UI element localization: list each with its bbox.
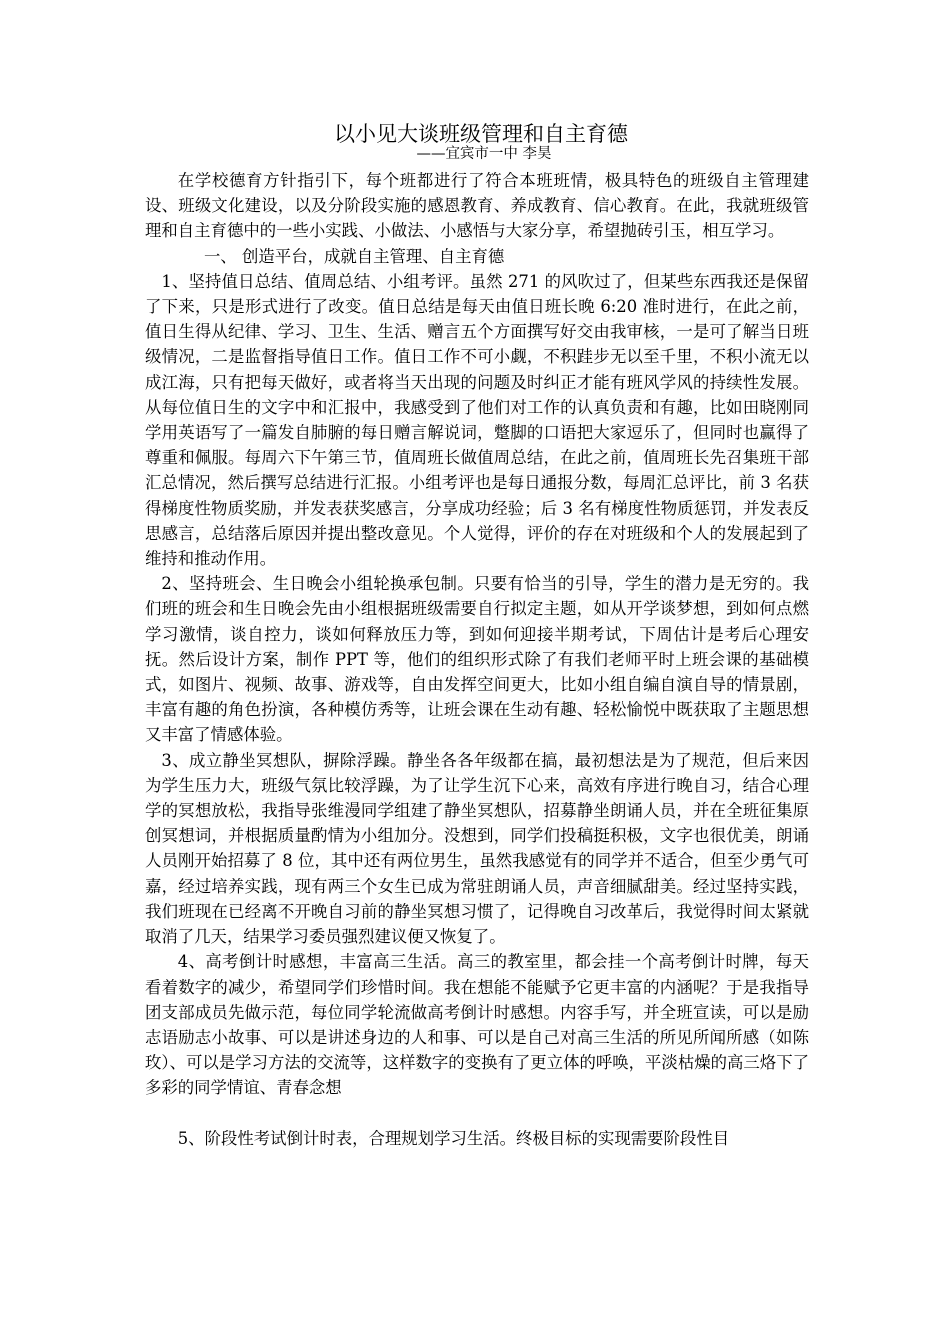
item-paragraph-1: 1、坚持值日总结、值周总结、小组考评。虽然 271 的风吹过了，但某些东西我还是保留了下来，只是形式进行了改变。值日总结是每天由值日班长晚 6:20 准时进行，在此之前，值日生得从纪律、学习、卫生、生活、赠言五个方面撰写好交由我审核，一是可了解当日班级情况，二是监督指导值日工作。值日工作不可小觑，不积跬步无以至千里，不积小流无以成江海，只有把每天做好，或者将当天出现的问题及时纠正才能有班风学风的持续性发展。从每位值日生的文字中和汇报中，我感受到了他们对工作的认真负责和有趣，比如田晓刚同学用英语写了一篇发自肺腑的每日赠言解说词，蹩脚的口语把大家逗乐了，但同时也赢得了尊重和佩服。每周六下午第三节，值周班长做值周总结，在此之前，值周班长先召集班干部汇总情况，然后撰写总结进行汇报。小组考评也是每日通报分数，每周汇总评比，前 3 名获得梯度性物质奖励，并发表获奖感言，分享成功经验；后 3 名有梯度性物质惩罚，并发表反思感言，总结落后原因并提出整改意见。个人觉得，评价的存在对班级和个人的发展起到了维持和推动作用。	[145, 271, 809, 569]
intro-paragraph: 在学校德育方针指引下，每个班都进行了符合本班班情，极具特色的班级自主管理建设、班级文化建设，以及分阶段实施的感恩教育、养成教育、信心教育。在此，我就班级管理和自主育德中的一些小实践、小做法、小感悟与大家分享，希望抛砖引玉，相互学习。	[145, 171, 809, 241]
document-title: 以小见大谈班级管理和自主育德	[334, 122, 628, 146]
item-paragraph-3: 3、成立静坐冥想队，摒除浮躁。静坐各各年级都在搞，最初想法是为了规范，但后来因为学生压力大，班级气氛比较浮躁，为了让学生沉下心来，高效有序进行晚自习，结合心理学的冥想放松，我指导张维漫同学组建了静坐冥想队，招募静坐朗诵人员，并在全班征集原创冥想词，并根据质量酌情为小组加分。没想到，同学们投稿挺积极，文字也很优美，朗诵人员刚开始招募了 8 位，其中还有两位男生，虽然我感觉有的同学并不适合，但至少勇气可嘉，经过培养实践，现有两三个女生已成为常驻朗诵人员，声音细腻甜美。经过坚持实践，我们班现在已经离不开晚自习前的静坐冥想习惯了，记得晚自习改革后，我觉得时间太紧就取消了几天，结果学习委员强烈建议便又恢复了。	[145, 750, 809, 947]
item-paragraph-2: 2、坚持班会、生日晚会小组轮换承包制。只要有恰当的引导，学生的潜力是无穷的。我们班的班会和生日晚会先由小组根据班级需要自行拟定主题，如从开学谈梦想，到如何点燃学习激情，谈自控力，谈如何释放压力等，到如何迎接半期考试，下周估计是考后心理安抚。然后设计方案，制作 PPT 等，他们的组织形式除了有我们老师平时上班会课的基础模式，如图片、视频、故事、游戏等，自由发挥空间更大，比如小组自编自演自导的情景剧，丰富有趣的角色扮演，各种模仿秀等，让班会课在生动有趣、轻松愉悦中既获取了主题思想又丰富了情感体验。	[145, 574, 809, 745]
paragraph-gap	[145, 1101, 809, 1126]
document-author: ——宜宾市一中 李昊	[416, 146, 552, 162]
item-paragraph-5: 5、阶段性考试倒计时表，合理规划学习生活。终极目标的实现需要阶段性目	[177, 1128, 730, 1148]
document-body	[145, 118, 809, 1151]
item-paragraph-4: 4、高考倒计时感想，丰富高三生活。高三的教室里，都会挂一个高考倒计时牌，每天看着数字的减少，希望同学们珍惜时间。我在想能不能赋予它更丰富的内涵呢？于是我指导团支部成员先做示范，每位同学轮流做高考倒计时感想。内容手写，并全班宣读，可以是励志语励志小故事、可以是讲述身边的人和事、可以是自己对高三生活的所见所闻所感（如陈玫）、可以是学习方法的交流等，这样数字的变换有了更立体的呼唤，平淡枯燥的高三烙下了多彩的同学情谊、青春念想	[145, 952, 809, 1098]
section-heading: 一、 创造平台，成就自主管理、自主育德	[204, 246, 505, 266]
